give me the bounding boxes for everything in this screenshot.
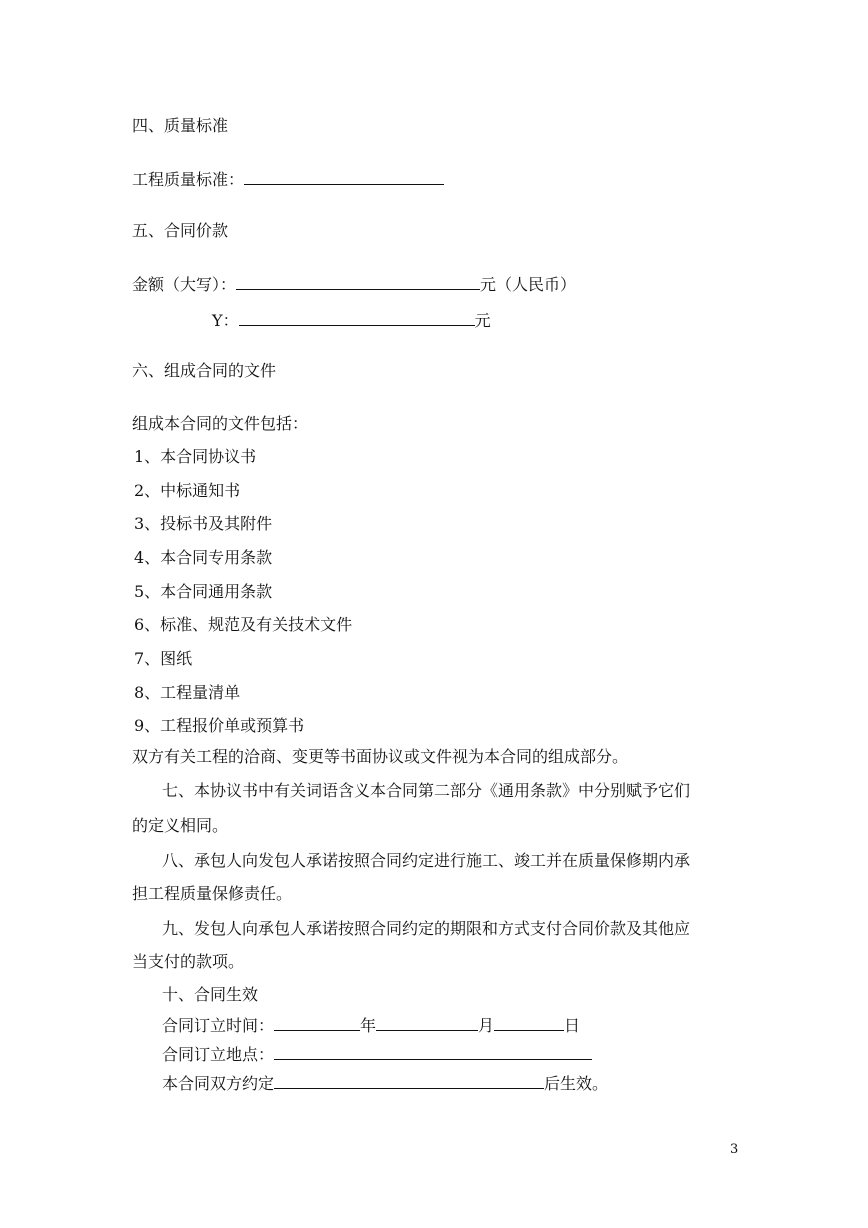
list-item: 3、投标书及其附件	[134, 514, 273, 533]
effective-row	[162, 1072, 608, 1095]
section-10-heading: 十、合同生效	[162, 985, 259, 1004]
amount-words-field[interactable]	[236, 273, 480, 290]
section-8-line-1: 八、承包人向发包人承诺按照合同约定进行施工、竣工并在质量保修期内承	[162, 851, 691, 870]
list-item: 7、图纸	[134, 649, 193, 668]
section-9-line-2: 当支付的款项。	[132, 952, 245, 971]
amount-unit: 元（人民币）	[480, 275, 577, 294]
signing-place-row	[162, 1043, 592, 1066]
month-field[interactable]	[376, 1014, 478, 1031]
effective-suffix: 后生效。	[544, 1074, 609, 1093]
list-item: 2、中标通知书	[134, 481, 241, 500]
quality-standard-label: 工程质量标准：	[132, 170, 245, 189]
effective-label: 本合同双方约定	[162, 1074, 275, 1093]
effective-condition-field[interactable]	[274, 1072, 544, 1089]
documents-closing: 双方有关工程的洽商、变更等书面协议或文件视为本合同的组成部分。	[132, 747, 629, 766]
quality-standard-field[interactable]	[244, 168, 444, 185]
yen-label: Y：	[212, 311, 239, 330]
yen-row	[212, 309, 491, 332]
documents-intro: 组成本合同的文件包括：	[132, 414, 309, 433]
quality-standard-row	[132, 168, 444, 191]
section-8-line-2: 担工程质量保修责任。	[132, 884, 293, 903]
year-field[interactable]	[274, 1014, 360, 1031]
list-item: 4、本合同专用条款	[134, 548, 273, 567]
page-number: 3	[730, 1142, 739, 1157]
year-label: 年	[360, 1016, 377, 1035]
list-item: 8、工程量清单	[134, 683, 241, 702]
yen-unit: 元	[474, 311, 491, 330]
signing-place-field[interactable]	[274, 1043, 592, 1060]
section-9-line-1: 九、发包人向承包人承诺按照合同约定的期限和方式支付合同价款及其他应	[162, 919, 691, 938]
list-item: 9、工程报价单或预算书	[134, 716, 305, 735]
list-item: 5、本合同通用条款	[134, 582, 273, 601]
yen-amount-field[interactable]	[239, 309, 475, 326]
amount-label: 金额（大写）：	[132, 275, 237, 294]
signing-time-label: 合同订立时间：	[162, 1016, 275, 1035]
section-7-line-1: 七、本协议书中有关词语含义本合同第二部分《通用条款》中分别赋予它们	[162, 781, 691, 800]
signing-place-label: 合同订立地点：	[162, 1045, 275, 1064]
section-6-heading: 六、组成合同的文件	[132, 361, 277, 380]
list-item: 6、标准、规范及有关技术文件	[134, 615, 353, 634]
month-label: 月	[478, 1016, 495, 1035]
section-4-heading: 四、质量标准	[132, 116, 229, 135]
signing-time-row	[162, 1014, 580, 1037]
amount-row	[132, 273, 576, 296]
day-label: 日	[564, 1016, 581, 1035]
section-5-heading: 五、合同价款	[132, 221, 229, 240]
list-item: 1、本合同协议书	[134, 447, 257, 466]
section-7-line-2: 的定义相同。	[132, 816, 229, 835]
day-field[interactable]	[494, 1014, 564, 1031]
